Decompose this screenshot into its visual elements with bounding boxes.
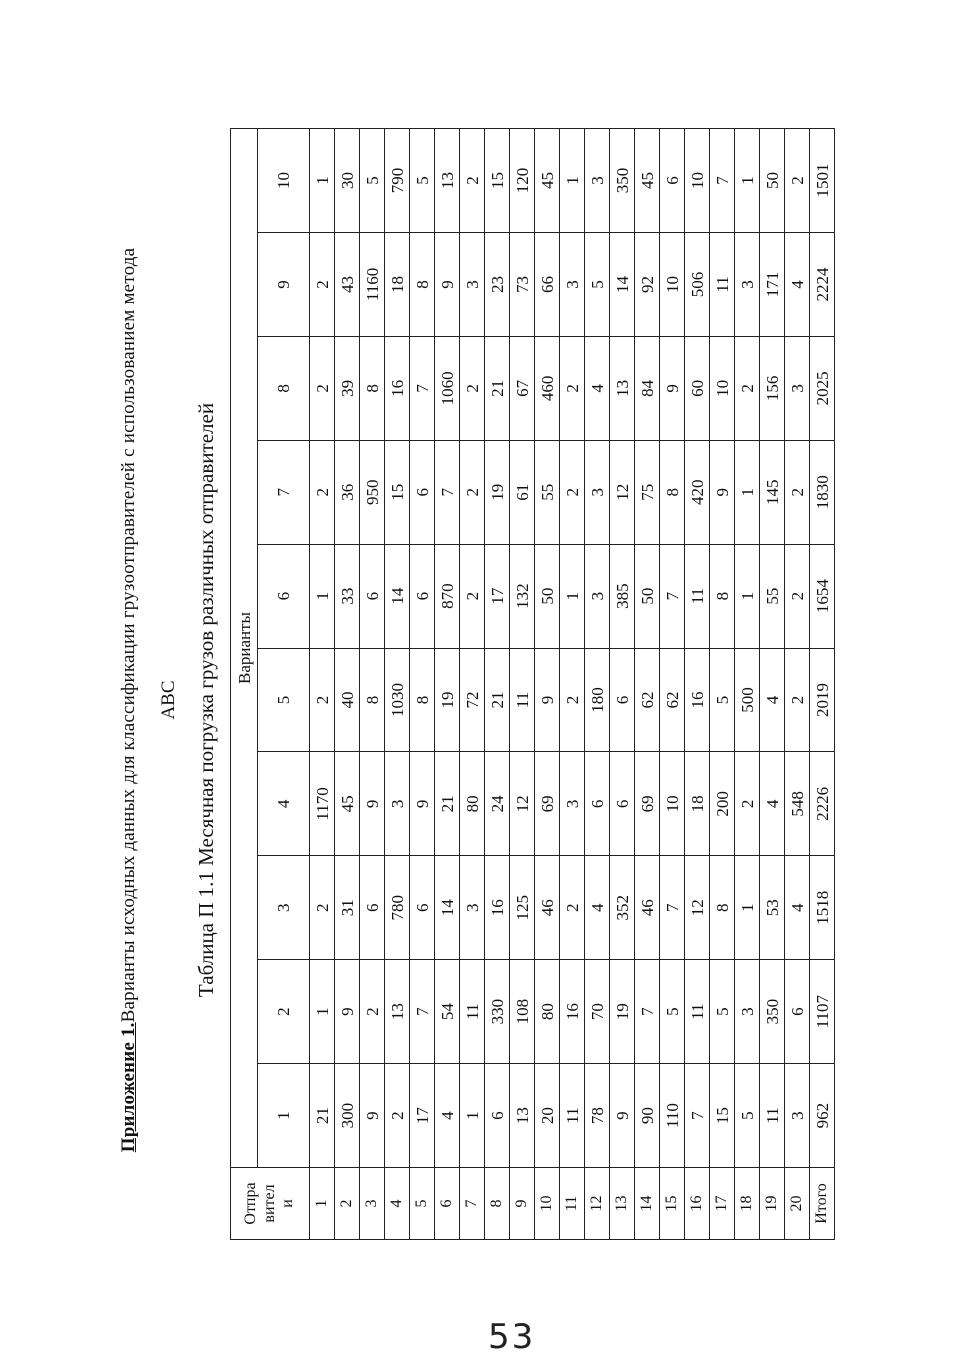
value-cell: 3: [560, 232, 585, 336]
sender-cell: 14: [635, 1168, 660, 1240]
value-cell: 950: [360, 440, 385, 544]
value-cell: 8: [410, 648, 435, 752]
value-cell: 500: [735, 648, 760, 752]
rotated-page-content: [118, 125, 838, 1275]
value-cell: 1060: [435, 336, 460, 440]
variant-number-header: 5: [258, 648, 310, 752]
value-cell: 21: [435, 752, 460, 856]
value-cell: 1: [560, 544, 585, 648]
value-cell: 3: [735, 232, 760, 336]
value-cell: 14: [385, 544, 410, 648]
value-cell: 46: [535, 856, 560, 960]
value-cell: 6: [410, 544, 435, 648]
value-cell: 13: [435, 129, 460, 233]
table-body: [310, 129, 835, 1240]
value-cell: 19: [485, 440, 510, 544]
value-cell: 16: [385, 336, 410, 440]
value-cell: 1830: [810, 440, 835, 544]
value-cell: 6: [585, 752, 610, 856]
value-cell: 3: [460, 232, 485, 336]
value-cell: 3: [385, 752, 410, 856]
variant-number-header: 4: [258, 752, 310, 856]
value-cell: 132: [510, 544, 535, 648]
value-cell: 420: [685, 440, 710, 544]
value-cell: 2: [310, 648, 335, 752]
value-cell: 7: [635, 960, 660, 1064]
value-cell: 2: [385, 1064, 410, 1168]
value-cell: 2: [460, 544, 485, 648]
value-cell: 17: [410, 1064, 435, 1168]
value-cell: 17: [485, 544, 510, 648]
table-row: [710, 129, 735, 1240]
table-row: [785, 129, 810, 1240]
table-row: [735, 129, 760, 1240]
table-caption: Таблица П 1.1 Месячная погрузка грузов различных отправителей: [194, 402, 218, 998]
table-row: [660, 129, 685, 1240]
value-cell: 9: [535, 648, 560, 752]
value-cell: 11: [685, 544, 710, 648]
value-cell: 7: [410, 960, 435, 1064]
value-cell: 2025: [810, 336, 835, 440]
value-cell: 4: [785, 232, 810, 336]
value-cell: 145: [760, 440, 785, 544]
value-cell: 46: [635, 856, 660, 960]
page-number: 53: [488, 1317, 536, 1357]
value-cell: 7: [660, 856, 685, 960]
value-cell: 12: [610, 440, 635, 544]
value-cell: 60: [685, 336, 710, 440]
value-cell: 40: [335, 648, 360, 752]
value-cell: 9: [710, 440, 735, 544]
value-cell: 23: [485, 232, 510, 336]
value-cell: 4: [785, 856, 810, 960]
value-cell: 31: [335, 856, 360, 960]
variant-number-header: 2: [258, 960, 310, 1064]
value-cell: 39: [335, 336, 360, 440]
header-row-variant-numbers: [258, 129, 310, 1240]
value-cell: 6: [410, 856, 435, 960]
value-cell: 12: [510, 752, 535, 856]
value-cell: 171: [760, 232, 785, 336]
value-cell: 2: [560, 648, 585, 752]
value-cell: 84: [635, 336, 660, 440]
value-cell: 1: [310, 544, 335, 648]
value-cell: 1: [735, 544, 760, 648]
value-cell: 6: [410, 440, 435, 544]
value-cell: 12: [685, 856, 710, 960]
value-cell: 14: [610, 232, 635, 336]
value-cell: 5: [660, 960, 685, 1064]
sender-cell: 7: [460, 1168, 485, 1240]
value-cell: 108: [510, 960, 535, 1064]
value-cell: 6: [785, 960, 810, 1064]
value-cell: 2: [360, 960, 385, 1064]
value-cell: 16: [485, 856, 510, 960]
value-cell: 50: [535, 544, 560, 648]
value-cell: 2: [735, 336, 760, 440]
value-cell: 15: [385, 440, 410, 544]
value-cell: 15: [710, 1064, 735, 1168]
table-row: [385, 129, 410, 1240]
value-cell: 460: [535, 336, 560, 440]
value-cell: 330: [485, 960, 510, 1064]
value-cell: 2: [310, 856, 335, 960]
value-cell: 16: [685, 648, 710, 752]
value-cell: 6: [485, 1064, 510, 1168]
value-cell: 1654: [810, 544, 835, 648]
sender-cell: 8: [485, 1168, 510, 1240]
value-cell: 8: [710, 544, 735, 648]
table-row: [310, 129, 335, 1240]
value-cell: 1: [735, 129, 760, 233]
value-cell: 962: [810, 1064, 835, 1168]
value-cell: 13: [510, 1064, 535, 1168]
value-cell: 385: [610, 544, 635, 648]
table-total-row: [810, 129, 835, 1240]
value-cell: 9: [660, 336, 685, 440]
value-cell: 2: [460, 440, 485, 544]
value-cell: 5: [410, 129, 435, 233]
value-cell: 7: [435, 440, 460, 544]
value-cell: 8: [360, 336, 385, 440]
value-cell: 2226: [810, 752, 835, 856]
value-cell: 2: [735, 752, 760, 856]
value-cell: 4: [585, 336, 610, 440]
value-cell: 24: [485, 752, 510, 856]
corner-header: [231, 1168, 310, 1240]
value-cell: 2: [785, 129, 810, 233]
value-cell: 43: [335, 232, 360, 336]
value-cell: 2019: [810, 648, 835, 752]
value-cell: 1: [310, 960, 335, 1064]
value-cell: 72: [460, 648, 485, 752]
value-cell: 66: [535, 232, 560, 336]
value-cell: 5: [710, 960, 735, 1064]
value-cell: 1107: [810, 960, 835, 1064]
value-cell: 55: [535, 440, 560, 544]
value-cell: 11: [760, 1064, 785, 1168]
table-row: [635, 129, 660, 1240]
value-cell: 5: [710, 648, 735, 752]
variant-number-header: 8: [258, 336, 310, 440]
value-cell: 90: [635, 1064, 660, 1168]
table-row: [510, 129, 535, 1240]
table-row: [410, 129, 435, 1240]
value-cell: 62: [635, 648, 660, 752]
value-cell: 110: [660, 1064, 685, 1168]
value-cell: 21: [485, 336, 510, 440]
value-cell: 8: [360, 648, 385, 752]
sender-cell: 9: [510, 1168, 535, 1240]
value-cell: 14: [435, 856, 460, 960]
value-cell: 55: [760, 544, 785, 648]
value-cell: 8: [660, 440, 685, 544]
sender-cell: 16: [685, 1168, 710, 1240]
value-cell: 10: [710, 336, 735, 440]
value-cell: 6: [660, 129, 685, 233]
value-cell: 1: [735, 856, 760, 960]
table-row: [335, 129, 360, 1240]
value-cell: 16: [560, 960, 585, 1064]
value-cell: 5: [585, 232, 610, 336]
value-cell: 3: [585, 129, 610, 233]
value-cell: 2: [560, 336, 585, 440]
value-cell: 9: [435, 232, 460, 336]
value-cell: 7: [685, 1064, 710, 1168]
value-cell: 5: [735, 1064, 760, 1168]
appendix-method: ABC: [158, 680, 179, 720]
value-cell: 45: [535, 129, 560, 233]
value-cell: 53: [760, 856, 785, 960]
value-cell: 69: [535, 752, 560, 856]
corner-header-line: и: [279, 1199, 297, 1208]
value-cell: 10: [685, 129, 710, 233]
value-cell: 11: [460, 960, 485, 1064]
value-cell: 3: [585, 440, 610, 544]
value-cell: 1: [460, 1064, 485, 1168]
value-cell: 6: [360, 856, 385, 960]
sender-cell: 1: [310, 1168, 335, 1240]
value-cell: 9: [335, 960, 360, 1064]
value-cell: 45: [335, 752, 360, 856]
value-cell: 45: [635, 129, 660, 233]
variant-number-header: 10: [258, 129, 310, 233]
value-cell: 8: [410, 232, 435, 336]
variant-number-header: 6: [258, 544, 310, 648]
value-cell: 2224: [810, 232, 835, 336]
value-cell: 2: [310, 336, 335, 440]
value-cell: 3: [585, 544, 610, 648]
value-cell: 1030: [385, 648, 410, 752]
value-cell: 70: [585, 960, 610, 1064]
value-cell: 200: [710, 752, 735, 856]
value-cell: 7: [410, 336, 435, 440]
sender-cell: 6: [435, 1168, 460, 1240]
sender-cell: 19: [760, 1168, 785, 1240]
sender-cell: 12: [585, 1168, 610, 1240]
variant-number-header: 9: [258, 232, 310, 336]
value-cell: 1: [735, 440, 760, 544]
value-cell: 6: [610, 752, 635, 856]
value-cell: 870: [435, 544, 460, 648]
sender-cell: 10: [535, 1168, 560, 1240]
value-cell: 352: [610, 856, 635, 960]
value-cell: 2: [785, 544, 810, 648]
value-cell: 10: [660, 752, 685, 856]
value-cell: 9: [360, 1064, 385, 1168]
variant-number-header: 3: [258, 856, 310, 960]
value-cell: 120: [510, 129, 535, 233]
value-cell: 2: [560, 440, 585, 544]
value-cell: 125: [510, 856, 535, 960]
variants-header: Варианты: [231, 129, 258, 1168]
sender-cell: 5: [410, 1168, 435, 1240]
value-cell: 13: [385, 960, 410, 1064]
value-cell: 19: [610, 960, 635, 1064]
value-cell: 75: [635, 440, 660, 544]
value-cell: 4: [760, 648, 785, 752]
table-row: [460, 129, 485, 1240]
value-cell: 1: [560, 129, 585, 233]
value-cell: 3: [735, 960, 760, 1064]
sender-cell: 11: [560, 1168, 585, 1240]
value-cell: 73: [510, 232, 535, 336]
value-cell: 2: [460, 336, 485, 440]
corner-header-line: Отпра: [242, 1182, 260, 1225]
value-cell: 2: [310, 440, 335, 544]
value-cell: 61: [510, 440, 535, 544]
value-cell: 30: [335, 129, 360, 233]
shipments-table: [230, 128, 835, 1240]
sender-cell: 20: [785, 1168, 810, 1240]
value-cell: 1170: [310, 752, 335, 856]
value-cell: 15: [485, 129, 510, 233]
value-cell: 6: [360, 544, 385, 648]
value-cell: 33: [335, 544, 360, 648]
appendix-label: Приложение 1.: [118, 1022, 139, 1153]
value-cell: 11: [510, 648, 535, 752]
value-cell: 80: [535, 960, 560, 1064]
value-cell: 780: [385, 856, 410, 960]
value-cell: 1501: [810, 129, 835, 233]
value-cell: 18: [385, 232, 410, 336]
appendix-heading: [118, 125, 140, 1275]
table-row: [535, 129, 560, 1240]
sender-cell: Итого: [810, 1168, 835, 1240]
sender-cell: 4: [385, 1168, 410, 1240]
value-cell: 50: [760, 129, 785, 233]
value-cell: 3: [460, 856, 485, 960]
value-cell: 78: [585, 1064, 610, 1168]
value-cell: 2: [560, 856, 585, 960]
value-cell: 7: [710, 129, 735, 233]
value-cell: 11: [710, 232, 735, 336]
value-cell: 67: [510, 336, 535, 440]
value-cell: 9: [410, 752, 435, 856]
sender-cell: 13: [610, 1168, 635, 1240]
value-cell: 4: [435, 1064, 460, 1168]
header-row-variants: [231, 129, 258, 1240]
value-cell: 548: [785, 752, 810, 856]
value-cell: 92: [635, 232, 660, 336]
sender-cell: 15: [660, 1168, 685, 1240]
value-cell: 5: [360, 129, 385, 233]
value-cell: 19: [435, 648, 460, 752]
value-cell: 2: [310, 232, 335, 336]
value-cell: 50: [635, 544, 660, 648]
variant-number-header: 7: [258, 440, 310, 544]
value-cell: 10: [660, 232, 685, 336]
variant-number-header: 1: [258, 1064, 310, 1168]
value-cell: 506: [685, 232, 710, 336]
table-row: [610, 129, 635, 1240]
table-row: [360, 129, 385, 1240]
appendix-text: Варианты исходных данных для классификации грузоотправителей с использованием метода: [118, 247, 139, 1023]
value-cell: 3: [785, 336, 810, 440]
value-cell: 2: [460, 129, 485, 233]
value-cell: 1160: [360, 232, 385, 336]
corner-header-line: вител: [260, 1184, 278, 1223]
value-cell: 3: [560, 752, 585, 856]
value-cell: 11: [560, 1064, 585, 1168]
sender-cell: 3: [360, 1168, 385, 1240]
value-cell: 11: [685, 960, 710, 1064]
value-cell: 790: [385, 129, 410, 233]
value-cell: 4: [760, 752, 785, 856]
value-cell: 300: [335, 1064, 360, 1168]
value-cell: 2: [785, 440, 810, 544]
value-cell: 350: [760, 960, 785, 1064]
value-cell: 54: [435, 960, 460, 1064]
value-cell: 80: [460, 752, 485, 856]
sender-cell: 18: [735, 1168, 760, 1240]
sender-cell: 2: [335, 1168, 360, 1240]
table-row: [435, 129, 460, 1240]
value-cell: 62: [660, 648, 685, 752]
value-cell: 1: [310, 129, 335, 233]
value-cell: 156: [760, 336, 785, 440]
value-cell: 20: [535, 1064, 560, 1168]
value-cell: 9: [360, 752, 385, 856]
value-cell: 36: [335, 440, 360, 544]
value-cell: 2: [785, 648, 810, 752]
value-cell: 180: [585, 648, 610, 752]
value-cell: 21: [310, 1064, 335, 1168]
value-cell: 1518: [810, 856, 835, 960]
value-cell: 3: [785, 1064, 810, 1168]
value-cell: 21: [485, 648, 510, 752]
table-row: [560, 129, 585, 1240]
value-cell: 8: [710, 856, 735, 960]
value-cell: 18: [685, 752, 710, 856]
table-row: [585, 129, 610, 1240]
value-cell: 69: [635, 752, 660, 856]
value-cell: 6: [610, 648, 635, 752]
sender-cell: 17: [710, 1168, 735, 1240]
value-cell: 13: [610, 336, 635, 440]
value-cell: 9: [610, 1064, 635, 1168]
table-row: [685, 129, 710, 1240]
value-cell: 7: [660, 544, 685, 648]
value-cell: 350: [610, 129, 635, 233]
table-row: [760, 129, 785, 1240]
value-cell: 4: [585, 856, 610, 960]
table-row: [485, 129, 510, 1240]
